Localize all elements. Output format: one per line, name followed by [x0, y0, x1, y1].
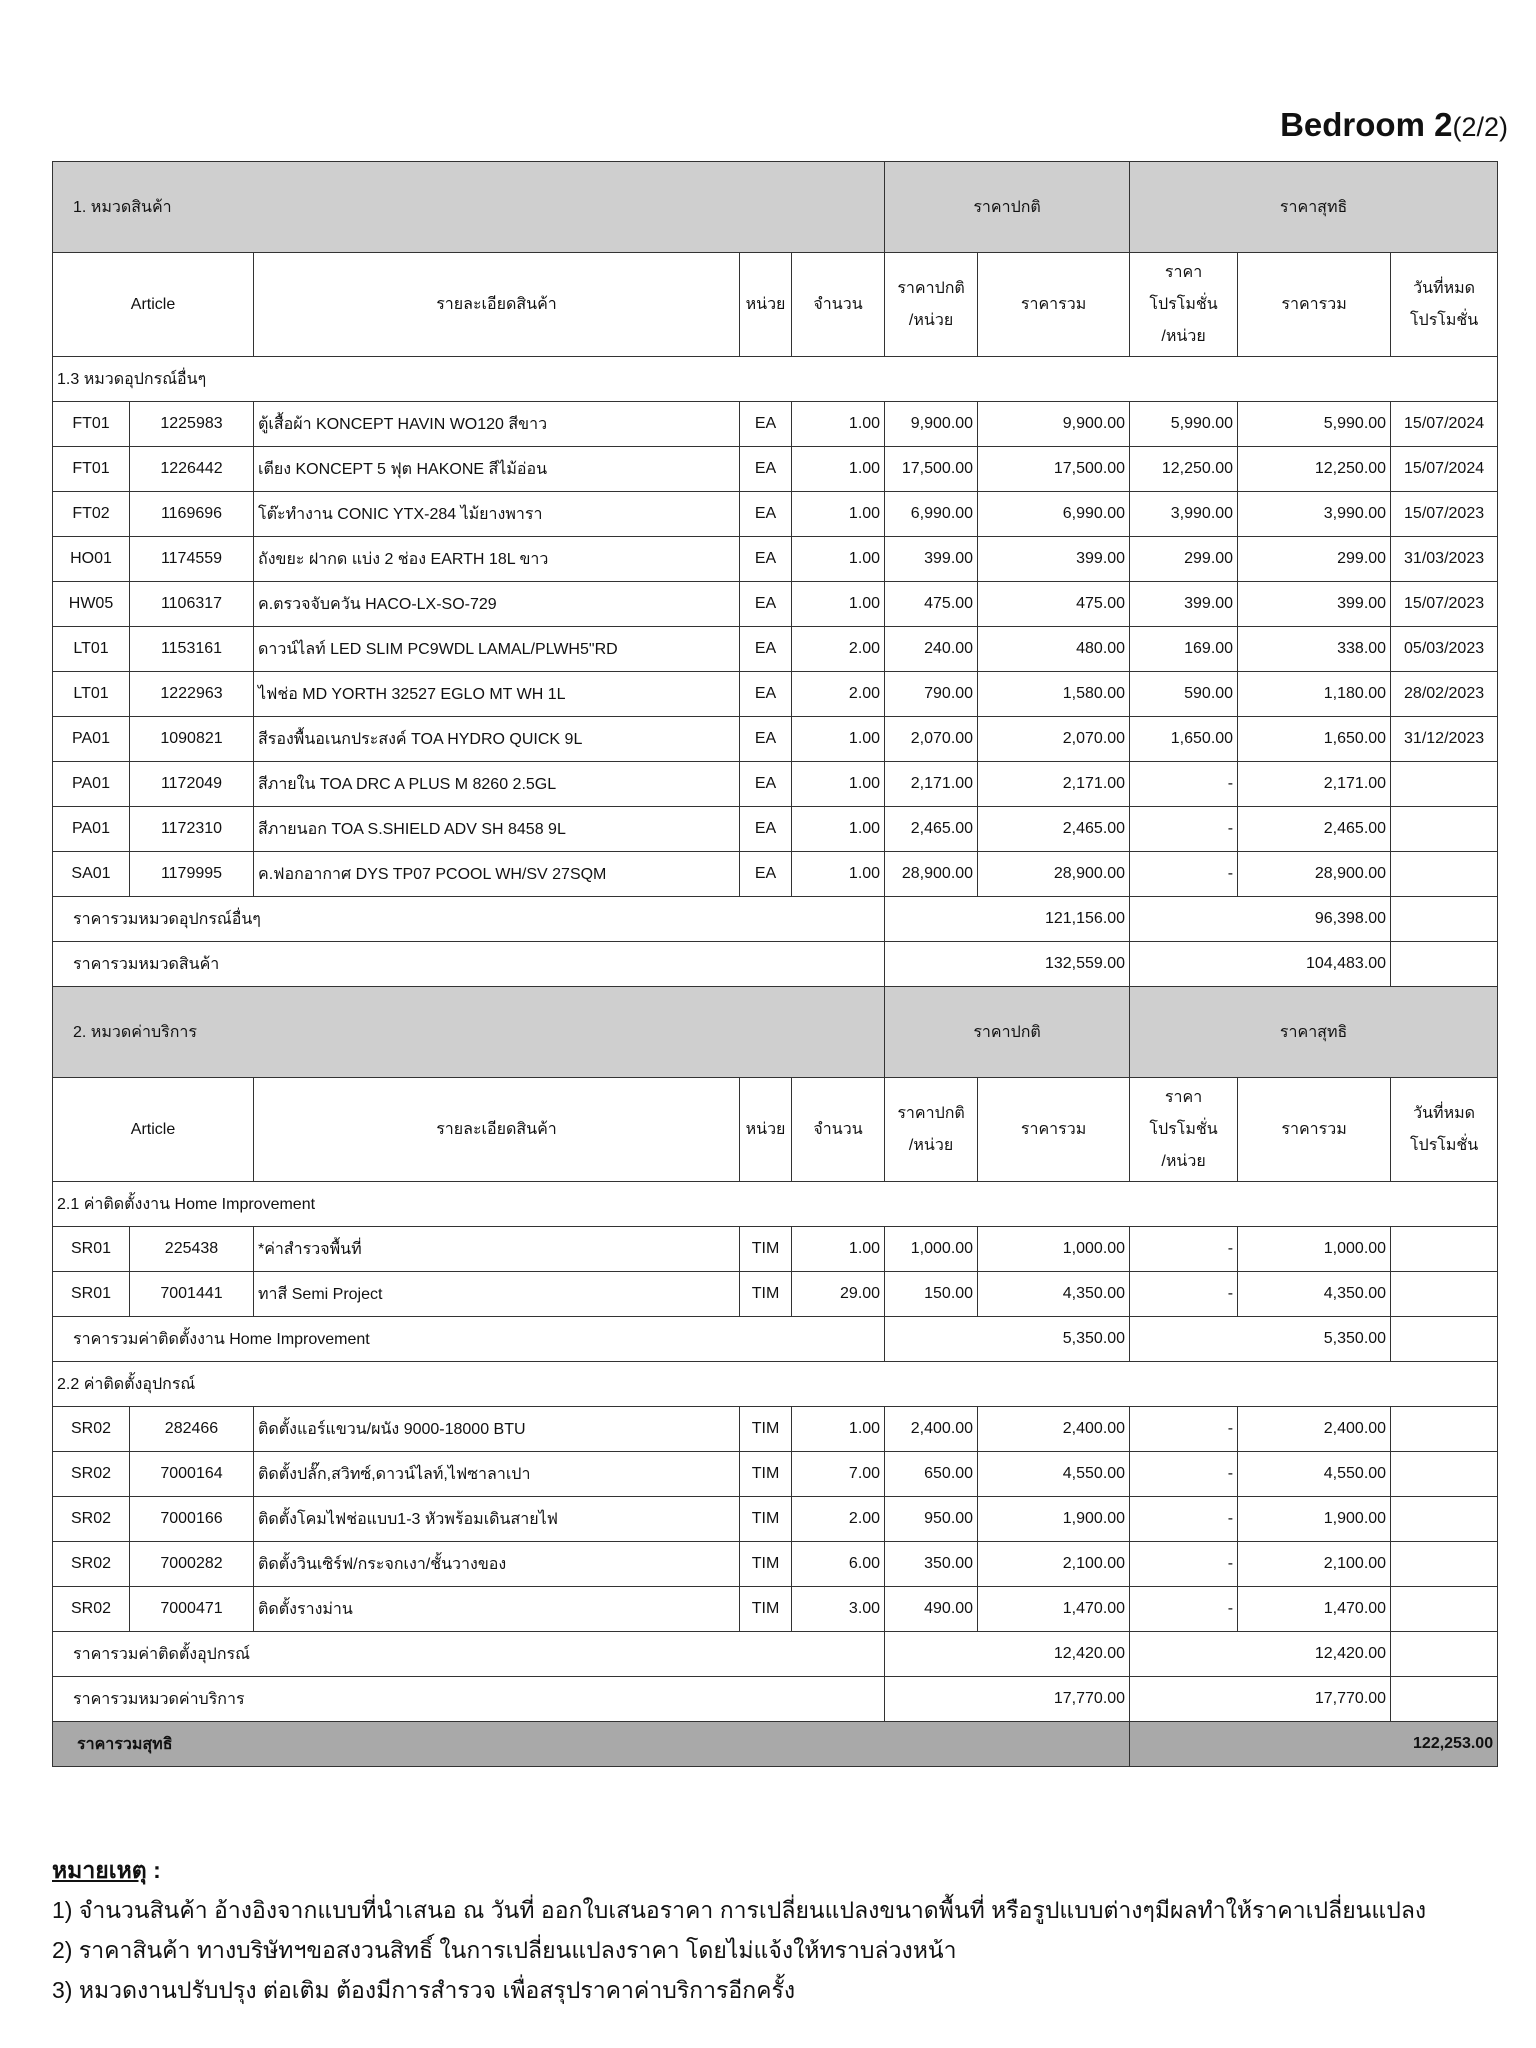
item-total: 2,465.00: [978, 807, 1130, 852]
item-unit: TIM: [740, 1587, 792, 1632]
item-detail: ทาสี Semi Project: [254, 1272, 740, 1317]
item-article: 1226442: [130, 447, 254, 492]
subtotal-net: 5,350.00: [1130, 1317, 1391, 1362]
grand-total-label: ราคารวมสุทธิ: [53, 1722, 1130, 1767]
item-code: SR01: [53, 1272, 130, 1317]
item-qty: 1.00: [792, 1407, 885, 1452]
item-promo-price: 590.00: [1130, 672, 1238, 717]
item-detail: ติดตั้งโคมไฟช่อแบบ1-3 หัวพร้อมเดินสายไฟ: [254, 1497, 740, 1542]
subtotal-label: ราคารวมค่าติดตั้งอุปกรณ์: [53, 1632, 885, 1677]
item-article: 1090821: [130, 717, 254, 762]
col-article: Article: [53, 1078, 254, 1182]
table-row: [53, 1272, 1498, 1317]
item-unit: EA: [740, 807, 792, 852]
item-unit: EA: [740, 672, 792, 717]
item-expiry: [1391, 1497, 1498, 1542]
item-unit-price: 240.00: [885, 627, 978, 672]
item-unit-price: 6,990.00: [885, 492, 978, 537]
section-header: [53, 987, 1498, 1078]
item-qty: 1.00: [792, 582, 885, 627]
item-promo-price: -: [1130, 1227, 1238, 1272]
item-article: 1172310: [130, 807, 254, 852]
item-qty: 1.00: [792, 402, 885, 447]
items-2-2: [53, 1407, 1498, 1632]
item-detail: ติดตั้งรางม่าน: [254, 1587, 740, 1632]
item-unit-price: 2,465.00: [885, 807, 978, 852]
subtotal-normal: 12,420.00: [885, 1632, 1130, 1677]
col-qty: จำนวน: [792, 1078, 885, 1182]
item-detail: ไฟช่อ MD YORTH 32527 EGLO MT WH 1L: [254, 672, 740, 717]
subtotal-row: [53, 897, 1498, 942]
col-qty: จำนวน: [792, 253, 885, 357]
item-unit: EA: [740, 717, 792, 762]
item-unit-price: 950.00: [885, 1497, 978, 1542]
item-unit-price: 1,000.00: [885, 1227, 978, 1272]
item-detail: ค.ตรวจจับควัน HACO-LX-SO-729: [254, 582, 740, 627]
subsection-row: [53, 1182, 1498, 1227]
item-article: 7001441: [130, 1272, 254, 1317]
item-code: LT01: [53, 672, 130, 717]
subtotal-net: 96,398.00: [1130, 897, 1391, 942]
section-label: 1. หมวดสินค้า: [53, 162, 885, 253]
item-promo-total: 28,900.00: [1238, 852, 1391, 897]
item-detail: ค.ฟอกอากาศ DYS TP07 PCOOL WH/SV 27SQM: [254, 852, 740, 897]
item-total: 1,000.00: [978, 1227, 1130, 1272]
section-total-net: 104,483.00: [1130, 942, 1391, 987]
item-promo-price: 1,650.00: [1130, 717, 1238, 762]
item-expiry: 31/03/2023: [1391, 537, 1498, 582]
item-promo-total: 12,250.00: [1238, 447, 1391, 492]
item-article: 1225983: [130, 402, 254, 447]
item-code: SR02: [53, 1587, 130, 1632]
table-row: [53, 1407, 1498, 1452]
price-normal-header: ราคาปกติ: [885, 987, 1130, 1078]
item-promo-total: 1,000.00: [1238, 1227, 1391, 1272]
col-unit-price: ราคาปกติ /หน่วย: [885, 253, 978, 357]
table-row: [53, 1497, 1498, 1542]
item-total: 28,900.00: [978, 852, 1130, 897]
page-title: Bedroom 2(2/2): [1280, 106, 1508, 143]
price-normal-header: ราคาปกติ: [885, 162, 1130, 253]
item-code: SR01: [53, 1227, 130, 1272]
item-unit-price: 350.00: [885, 1542, 978, 1587]
item-unit: TIM: [740, 1452, 792, 1497]
item-detail: โต๊ะทำงาน CONIC YTX-284 ไม้ยางพารา: [254, 492, 740, 537]
price-net-header: ราคาสุทธิ: [1130, 987, 1498, 1078]
table-row: [53, 717, 1498, 762]
item-expiry: [1391, 762, 1498, 807]
item-detail: ติดตั้งปลั๊ก,สวิทซ์,ดาวน์ไลท์,ไฟซาลาเปา: [254, 1452, 740, 1497]
item-detail: ติดตั้งแอร์แขวน/ผนัง 9000-18000 BTU: [254, 1407, 740, 1452]
item-promo-total: 4,550.00: [1238, 1452, 1391, 1497]
item-code: PA01: [53, 762, 130, 807]
item-detail: *ค่าสำรวจพื้นที่: [254, 1227, 740, 1272]
col-promo: ราคา โปรโมชั่น /หน่วย: [1130, 253, 1238, 357]
item-expiry: [1391, 1272, 1498, 1317]
item-article: 1222963: [130, 672, 254, 717]
item-total: 480.00: [978, 627, 1130, 672]
item-code: SR02: [53, 1497, 130, 1542]
item-code: SR02: [53, 1452, 130, 1497]
item-expiry: 31/12/2023: [1391, 717, 1498, 762]
col-article: Article: [53, 253, 254, 357]
item-promo-total: 399.00: [1238, 582, 1391, 627]
grand-total-row: [53, 1722, 1498, 1767]
item-detail: สีภายใน TOA DRC A PLUS M 8260 2.5GL: [254, 762, 740, 807]
item-article: 282466: [130, 1407, 254, 1452]
item-unit-price: 17,500.00: [885, 447, 978, 492]
subsection-label: 2.2 ค่าติดตั้งอุปกรณ์: [53, 1362, 1498, 1407]
item-unit-price: 9,900.00: [885, 402, 978, 447]
item-detail: ถังขยะ ฝากด แบ่ง 2 ช่อง EARTH 18L ขาว: [254, 537, 740, 582]
item-unit: EA: [740, 447, 792, 492]
item-code: FT01: [53, 447, 130, 492]
item-unit-price: 2,400.00: [885, 1407, 978, 1452]
col-detail: รายละเอียดสินค้า: [254, 253, 740, 357]
item-code: FT02: [53, 492, 130, 537]
subtotal-normal: 5,350.00: [885, 1317, 1130, 1362]
item-promo-total: 2,465.00: [1238, 807, 1391, 852]
item-code: FT01: [53, 402, 130, 447]
item-expiry: 15/07/2024: [1391, 402, 1498, 447]
item-total: 2,400.00: [978, 1407, 1130, 1452]
section-label: 2. หมวดค่าบริการ: [53, 987, 885, 1078]
item-promo-total: 3,990.00: [1238, 492, 1391, 537]
item-total: 2,100.00: [978, 1542, 1130, 1587]
item-total: 475.00: [978, 582, 1130, 627]
item-unit: TIM: [740, 1497, 792, 1542]
item-article: 1106317: [130, 582, 254, 627]
item-code: LT01: [53, 627, 130, 672]
item-promo-price: 3,990.00: [1130, 492, 1238, 537]
item-unit: EA: [740, 492, 792, 537]
item-expiry: 15/07/2023: [1391, 582, 1498, 627]
item-promo-price: -: [1130, 1497, 1238, 1542]
item-qty: 2.00: [792, 1497, 885, 1542]
item-unit: EA: [740, 582, 792, 627]
table-row: [53, 627, 1498, 672]
price-net-header: ราคาสุทธิ: [1130, 162, 1498, 253]
item-unit-price: 490.00: [885, 1587, 978, 1632]
item-promo-price: -: [1130, 1407, 1238, 1452]
item-expiry: [1391, 1227, 1498, 1272]
subtotal-row: [53, 1317, 1498, 1362]
item-promo-total: 2,171.00: [1238, 762, 1391, 807]
item-qty: 1.00: [792, 762, 885, 807]
col-promo-total: ราคารวม: [1238, 253, 1391, 357]
item-total: 17,500.00: [978, 447, 1130, 492]
item-expiry: [1391, 1587, 1498, 1632]
table-row: [53, 1227, 1498, 1272]
subsection-row: [53, 357, 1498, 402]
item-promo-price: -: [1130, 1542, 1238, 1587]
note-line: 3) หมวดงานปรับปรุง ต่อเติม ต้องมีการสำรวจ เพื่อสรุปราคาค่าบริการอีกครั้ง: [52, 1977, 796, 2003]
item-total: 9,900.00: [978, 402, 1130, 447]
item-promo-price: -: [1130, 762, 1238, 807]
item-unit: TIM: [740, 1542, 792, 1587]
items-1-3: [53, 402, 1498, 897]
notes: [52, 1850, 1426, 2010]
item-promo-price: 169.00: [1130, 627, 1238, 672]
item-promo-price: 299.00: [1130, 537, 1238, 582]
col-unit-price: ราคาปกติ /หน่วย: [885, 1078, 978, 1182]
item-unit: EA: [740, 762, 792, 807]
item-promo-total: 4,350.00: [1238, 1272, 1391, 1317]
item-code: SA01: [53, 852, 130, 897]
item-unit: TIM: [740, 1227, 792, 1272]
subtotal-label: ราคารวมค่าติดตั้งงาน Home Improvement: [53, 1317, 885, 1362]
item-total: 6,990.00: [978, 492, 1130, 537]
item-article: 1169696: [130, 492, 254, 537]
notes-colon: :: [146, 1857, 161, 1883]
item-promo-total: 5,990.00: [1238, 402, 1391, 447]
col-expiry: วันที่หมด โปรโมชั่น: [1391, 1078, 1498, 1182]
item-qty: 1.00: [792, 1227, 885, 1272]
table-row: [53, 447, 1498, 492]
item-unit-price: 2,070.00: [885, 717, 978, 762]
item-unit: EA: [740, 627, 792, 672]
item-expiry: 15/07/2023: [1391, 492, 1498, 537]
item-unit-price: 150.00: [885, 1272, 978, 1317]
item-qty: 1.00: [792, 852, 885, 897]
item-promo-total: 2,100.00: [1238, 1542, 1391, 1587]
item-article: 225438: [130, 1227, 254, 1272]
item-unit-price: 2,171.00: [885, 762, 978, 807]
subtotal-label: ราคารวมหมวดอุปกรณ์อื่นๆ: [53, 897, 885, 942]
item-detail: ตู้เสื้อผ้า KONCEPT HAVIN WO120 สีขาว: [254, 402, 740, 447]
item-promo-price: 399.00: [1130, 582, 1238, 627]
section-total-row: [53, 1677, 1498, 1722]
section-total-label: ราคารวมหมวดค่าบริการ: [53, 1677, 885, 1722]
column-header-row: [53, 253, 1498, 357]
item-unit: EA: [740, 537, 792, 582]
item-promo-price: 5,990.00: [1130, 402, 1238, 447]
item-expiry: [1391, 1542, 1498, 1587]
note-line: 1) จำนวนสินค้า อ้างอิงจากแบบที่นำเสนอ ณ วันที่ ออกใบเสนอราคา การเปลี่ยนแปลงขนาดพื้นที่ หรือรูปแบบต่างๆมีผลทำให้ราคาเปลี่ยนแปลง: [52, 1897, 1427, 1923]
item-unit: EA: [740, 852, 792, 897]
section-total-net: 17,770.00: [1130, 1677, 1391, 1722]
item-unit-price: 399.00: [885, 537, 978, 582]
items-2-1: [53, 1227, 1498, 1317]
item-qty: 2.00: [792, 672, 885, 717]
item-expiry: [1391, 1407, 1498, 1452]
item-total: 2,070.00: [978, 717, 1130, 762]
item-qty: 29.00: [792, 1272, 885, 1317]
table-row: [53, 582, 1498, 627]
subtotal-net: 12,420.00: [1130, 1632, 1391, 1677]
item-unit-price: 650.00: [885, 1452, 978, 1497]
item-qty: 7.00: [792, 1452, 885, 1497]
notes-title: หมายเหตุ: [52, 1857, 147, 1883]
item-total: 1,900.00: [978, 1497, 1130, 1542]
item-article: 1174559: [130, 537, 254, 582]
item-unit: EA: [740, 402, 792, 447]
item-detail: ติดตั้งวินเซิร์ฟ/กระจกเงา/ชั้นวางของ: [254, 1542, 740, 1587]
item-code: SR02: [53, 1407, 130, 1452]
table-row: [53, 807, 1498, 852]
table-row: [53, 762, 1498, 807]
col-unit: หน่วย: [740, 1078, 792, 1182]
table-row: [53, 852, 1498, 897]
item-detail: เตียง KONCEPT 5 ฟุต HAKONE สีไม้อ่อน: [254, 447, 740, 492]
item-article: 7000166: [130, 1497, 254, 1542]
item-article: 1179995: [130, 852, 254, 897]
item-qty: 2.00: [792, 627, 885, 672]
item-promo-price: -: [1130, 1452, 1238, 1497]
note-line: 2) ราคาสินค้า ทางบริษัทฯขอสงวนสิทธิ์ ในการเปลี่ยนแปลงราคา โดยไม่แจ้งให้ทราบล่วงหน้า: [52, 1937, 957, 1963]
column-header-row: [53, 1078, 1498, 1182]
item-expiry: 05/03/2023: [1391, 627, 1498, 672]
item-detail: สีภายนอก TOA S.SHIELD ADV SH 8458 9L: [254, 807, 740, 852]
item-promo-total: 1,470.00: [1238, 1587, 1391, 1632]
item-qty: 3.00: [792, 1587, 885, 1632]
item-code: HO01: [53, 537, 130, 582]
item-article: 1172049: [130, 762, 254, 807]
table-row: [53, 537, 1498, 582]
item-qty: 1.00: [792, 492, 885, 537]
item-article: 7000282: [130, 1542, 254, 1587]
item-qty: 6.00: [792, 1542, 885, 1587]
item-promo-total: 1,650.00: [1238, 717, 1391, 762]
item-promo-price: -: [1130, 807, 1238, 852]
item-expiry: [1391, 807, 1498, 852]
item-unit-price: 28,900.00: [885, 852, 978, 897]
item-detail: สีรองพื้นอเนกประสงค์ TOA HYDRO QUICK 9L: [254, 717, 740, 762]
item-article: 7000164: [130, 1452, 254, 1497]
col-promo-total: ราคารวม: [1238, 1078, 1391, 1182]
col-detail: รายละเอียดสินค้า: [254, 1078, 740, 1182]
item-promo-total: 2,400.00: [1238, 1407, 1391, 1452]
item-qty: 1.00: [792, 447, 885, 492]
item-promo-total: 1,180.00: [1238, 672, 1391, 717]
col-total: ราคารวม: [978, 253, 1130, 357]
item-qty: 1.00: [792, 717, 885, 762]
col-unit: หน่วย: [740, 253, 792, 357]
item-promo-total: 299.00: [1238, 537, 1391, 582]
item-unit-price: 790.00: [885, 672, 978, 717]
item-expiry: 28/02/2023: [1391, 672, 1498, 717]
grand-total-value: 122,253.00: [1130, 1722, 1498, 1767]
section-total-normal: 17,770.00: [885, 1677, 1130, 1722]
table-row: [53, 1587, 1498, 1632]
quotation-table: [52, 161, 1498, 1767]
section-header: [53, 162, 1498, 253]
subsection-label: 1.3 หมวดอุปกรณ์อื่นๆ: [53, 357, 1498, 402]
item-promo-price: -: [1130, 1587, 1238, 1632]
col-expiry: วันที่หมด โปรโมชั่น: [1391, 253, 1498, 357]
item-expiry: [1391, 1452, 1498, 1497]
section-total-normal: 132,559.00: [885, 942, 1130, 987]
item-unit: TIM: [740, 1407, 792, 1452]
item-code: PA01: [53, 717, 130, 762]
subtotal-row: [53, 1632, 1498, 1677]
subsection-label: 2.1 ค่าติดตั้งงาน Home Improvement: [53, 1182, 1498, 1227]
item-promo-price: -: [1130, 852, 1238, 897]
table-row: [53, 1452, 1498, 1497]
item-expiry: 15/07/2024: [1391, 447, 1498, 492]
item-promo-price: 12,250.00: [1130, 447, 1238, 492]
item-expiry: [1391, 852, 1498, 897]
table-row: [53, 672, 1498, 717]
item-article: 1153161: [130, 627, 254, 672]
table-row: [53, 1542, 1498, 1587]
item-unit: TIM: [740, 1272, 792, 1317]
item-article: 7000471: [130, 1587, 254, 1632]
subsection-row: [53, 1362, 1498, 1407]
subtotal-normal: 121,156.00: [885, 897, 1130, 942]
item-total: 4,350.00: [978, 1272, 1130, 1317]
col-total: ราคารวม: [978, 1078, 1130, 1182]
item-code: PA01: [53, 807, 130, 852]
item-total: 1,580.00: [978, 672, 1130, 717]
item-total: 4,550.00: [978, 1452, 1130, 1497]
col-promo: ราคา โปรโมชั่น /หน่วย: [1130, 1078, 1238, 1182]
item-code: HW05: [53, 582, 130, 627]
item-qty: 1.00: [792, 537, 885, 582]
item-unit-price: 475.00: [885, 582, 978, 627]
table-row: [53, 492, 1498, 537]
item-promo-price: -: [1130, 1272, 1238, 1317]
item-total: 2,171.00: [978, 762, 1130, 807]
section-total-row: [53, 942, 1498, 987]
item-code: SR02: [53, 1542, 130, 1587]
table-row: [53, 402, 1498, 447]
item-detail: ดาวน์ไลท์ LED SLIM PC9WDL LAMAL/PLWH5"RD: [254, 627, 740, 672]
item-total: 1,470.00: [978, 1587, 1130, 1632]
item-promo-total: 338.00: [1238, 627, 1391, 672]
item-promo-total: 1,900.00: [1238, 1497, 1391, 1542]
item-qty: 1.00: [792, 807, 885, 852]
section-total-label: ราคารวมหมวดสินค้า: [53, 942, 885, 987]
item-total: 399.00: [978, 537, 1130, 582]
